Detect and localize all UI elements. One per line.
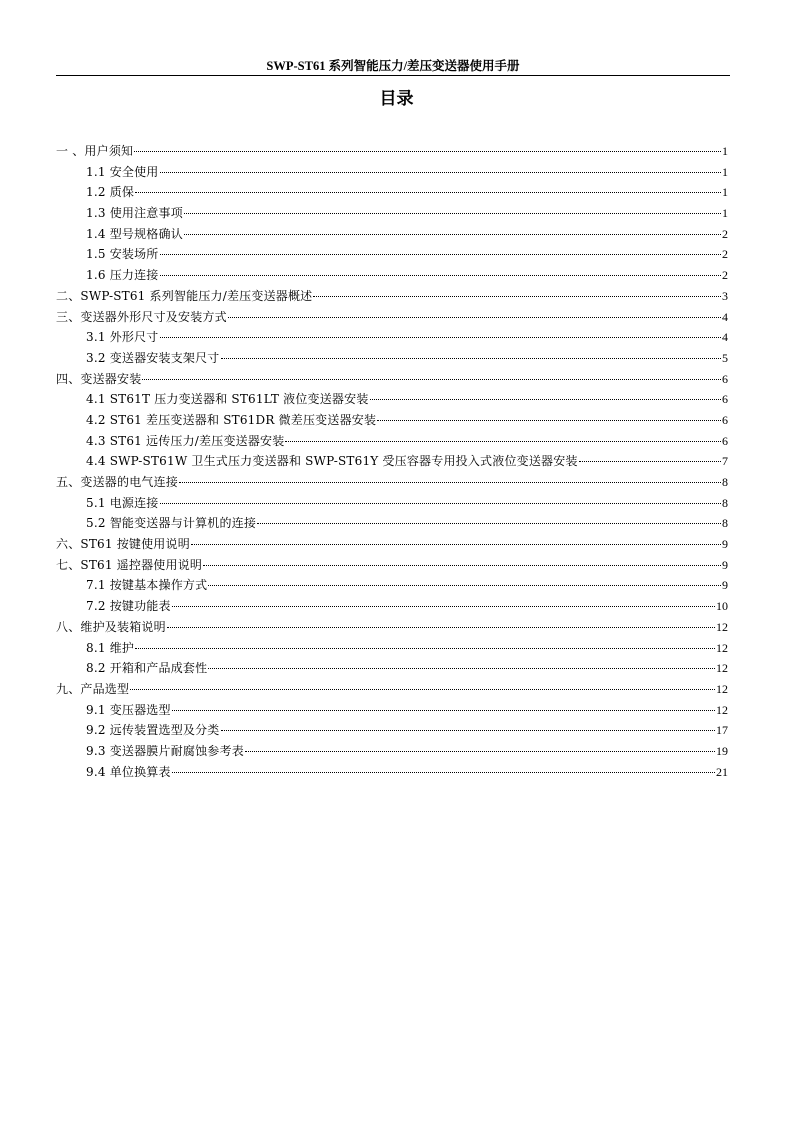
toc-entry[interactable] [56, 472, 728, 493]
toc-entry[interactable] [56, 244, 728, 265]
table-of-contents [56, 141, 728, 782]
dot-leader [377, 420, 721, 421]
toc-entry[interactable] [56, 307, 728, 328]
dot-leader [160, 503, 722, 504]
dot-leader [245, 751, 715, 752]
toc-entry-page-number: 6 [722, 412, 728, 427]
dot-leader [135, 648, 715, 649]
toc-entry-label: 1.1 安全使用 [86, 164, 159, 179]
toc-entry-label: 4.3 ST61 远传压力/差压变送器安装 [86, 433, 285, 448]
dot-leader [172, 772, 715, 773]
toc-entry-label: 9.2 远传装置选型及分类 [86, 723, 220, 738]
toc-entry[interactable] [56, 762, 728, 783]
dot-leader [184, 234, 721, 235]
toc-entry-page-number: 12 [716, 702, 728, 717]
toc-entry-page-number: 6 [722, 371, 728, 386]
dot-leader [130, 689, 715, 690]
toc-entry-page-number: 8 [722, 475, 728, 489]
dot-leader [208, 668, 715, 669]
toc-entry-label: 7.2 按键功能表 [86, 599, 171, 614]
toc-title: 目录 [379, 89, 414, 109]
toc-entry-page-number: 21 [716, 764, 728, 779]
dot-leader [134, 151, 721, 152]
toc-entry-page-number: 4 [722, 330, 728, 345]
toc-entry-page-number: 2 [722, 247, 728, 262]
toc-entry[interactable] [56, 431, 728, 452]
toc-entry-page-number: 6 [722, 433, 728, 448]
toc-entry-label: 五、变送器的电气连接 [56, 475, 179, 489]
toc-entry[interactable] [56, 203, 728, 224]
toc-entry-label: 1.6 压力连接 [86, 268, 159, 283]
toc-entry[interactable] [56, 534, 728, 555]
toc-entry-label: 七、ST61 遥控器使用说明 [56, 557, 203, 572]
toc-entry-label: 9.1 变压器选型 [86, 702, 171, 717]
toc-entry[interactable] [56, 741, 728, 762]
dot-leader [142, 379, 721, 380]
dot-leader [221, 358, 722, 359]
toc-entry-label: 1.3 使用注意事项 [86, 206, 183, 221]
dot-leader [160, 254, 722, 255]
toc-entry[interactable] [56, 513, 728, 534]
dot-leader [313, 296, 721, 297]
toc-entry-label: 八、维护及装箱说明 [56, 619, 166, 634]
toc-entry-page-number: 10 [716, 599, 728, 614]
toc-entry-page-number: 1 [722, 164, 728, 179]
toc-entry-page-number: 3 [722, 288, 728, 303]
toc-entry[interactable] [56, 410, 728, 431]
toc-entry[interactable] [56, 369, 728, 390]
dot-leader [221, 730, 716, 731]
toc-entry-label: 九、产品选型 [56, 681, 130, 696]
toc-entry-label: 3.1 外形尺寸 [86, 330, 159, 345]
toc-entry-page-number: 12 [716, 640, 728, 655]
toc-entry-label: 六、ST61 按键使用说明 [56, 537, 190, 552]
toc-entry-label: 8.2 开箱和产品成套性 [86, 661, 208, 676]
dot-leader [172, 606, 715, 607]
dot-leader [257, 523, 721, 524]
toc-entry[interactable] [56, 596, 728, 617]
toc-entry-page-number: 8 [722, 495, 728, 510]
toc-entry[interactable] [56, 679, 728, 700]
dot-leader [172, 710, 715, 711]
toc-entry-label: 9.4 单位换算表 [86, 764, 171, 779]
dot-leader [191, 544, 721, 545]
running-header: SWP-ST61 系列智能压力/差压变送器使用手册 [56, 58, 730, 76]
toc-entry-page-number: 8 [722, 516, 728, 531]
toc-entry[interactable] [56, 389, 728, 410]
toc-entry-label: 8.1 维护 [86, 640, 135, 655]
toc-entry[interactable] [56, 141, 728, 162]
toc-entry-label: 1.4 型号规格确认 [86, 226, 183, 241]
dot-leader [160, 172, 722, 173]
dot-leader [179, 482, 721, 483]
toc-entry[interactable] [56, 493, 728, 514]
toc-entry-label: 4.1 ST61T 压力变送器和 ST61LT 液位变送器安装 [86, 392, 369, 407]
toc-entry-page-number: 9 [722, 557, 728, 572]
toc-entry[interactable] [56, 658, 728, 679]
dot-leader [160, 337, 722, 338]
toc-entry-page-number: 9 [722, 537, 728, 552]
toc-entry[interactable] [56, 617, 728, 638]
toc-entry[interactable] [56, 224, 728, 245]
dot-leader [184, 213, 721, 214]
toc-entry-page-number: 6 [722, 392, 728, 407]
dot-leader [208, 585, 721, 586]
toc-entry-page-number: 4 [722, 309, 728, 324]
toc-entry-label: 3.2 变送器安装支架尺寸 [86, 350, 220, 365]
toc-entry-page-number: 17 [716, 723, 728, 738]
toc-entry[interactable] [56, 638, 728, 659]
toc-entry[interactable] [56, 265, 728, 286]
toc-entry-label: 4.2 ST61 差压变送器和 ST61DR 微差压变送器安装 [86, 412, 377, 427]
toc-entry-label: 5.2 智能变送器与计算机的连接 [86, 516, 257, 531]
dot-leader [370, 399, 721, 400]
toc-entry-label: 二、SWP-ST61 系列智能压力/差压变送器概述 [56, 288, 313, 303]
dot-leader [203, 565, 721, 566]
toc-entry-page-number: 5 [722, 350, 728, 365]
toc-entry[interactable] [56, 720, 728, 741]
toc-entry[interactable] [56, 700, 728, 721]
toc-entry-label: 9.3 变送器膜片耐腐蚀参考表 [86, 743, 244, 758]
toc-entry-label: 5.1 电源连接 [86, 495, 159, 510]
toc-entry[interactable] [56, 575, 728, 596]
toc-entry[interactable] [56, 286, 728, 307]
toc-entry-page-number: 7 [722, 454, 728, 469]
toc-entry-label: 四、变送器安装 [56, 371, 142, 386]
toc-entry[interactable] [56, 451, 728, 472]
dot-leader [135, 192, 721, 193]
toc-entry-page-number: 9 [722, 578, 728, 593]
toc-entry-label: 1.5 安装场所 [86, 247, 159, 262]
toc-entry-page-number: 12 [716, 661, 728, 676]
toc-entry-label: 一 、用户须知 [56, 144, 134, 158]
toc-entry-page-number: 1 [722, 144, 728, 158]
toc-entry[interactable] [56, 327, 728, 348]
dot-leader [285, 441, 721, 442]
toc-entry-label: 1.2 质保 [86, 185, 135, 200]
toc-entry[interactable] [56, 348, 728, 369]
toc-entry-page-number: 19 [716, 743, 728, 758]
toc-entry-label: 三、变送器外形尺寸及安装方式 [56, 309, 227, 324]
toc-entry-page-number: 12 [716, 619, 728, 634]
toc-entry[interactable] [56, 182, 728, 203]
toc-entry[interactable] [56, 555, 728, 576]
toc-entry[interactable] [56, 162, 728, 183]
dot-leader [167, 627, 715, 628]
dot-leader [160, 275, 722, 276]
toc-entry-page-number: 12 [716, 681, 728, 696]
dot-leader [228, 317, 721, 318]
dot-leader [579, 461, 721, 462]
toc-entry-page-number: 1 [722, 185, 728, 200]
toc-entry-label: 7.1 按键基本操作方式 [86, 578, 208, 593]
toc-entry-page-number: 1 [722, 206, 728, 221]
toc-entry-page-number: 2 [722, 268, 728, 283]
toc-entry-label: 4.4 SWP-ST61W 卫生式压力变送器和 SWP-ST61Y 受压容器专用投入式液位变送器安装 [86, 454, 578, 469]
toc-entry-page-number: 2 [722, 226, 728, 241]
